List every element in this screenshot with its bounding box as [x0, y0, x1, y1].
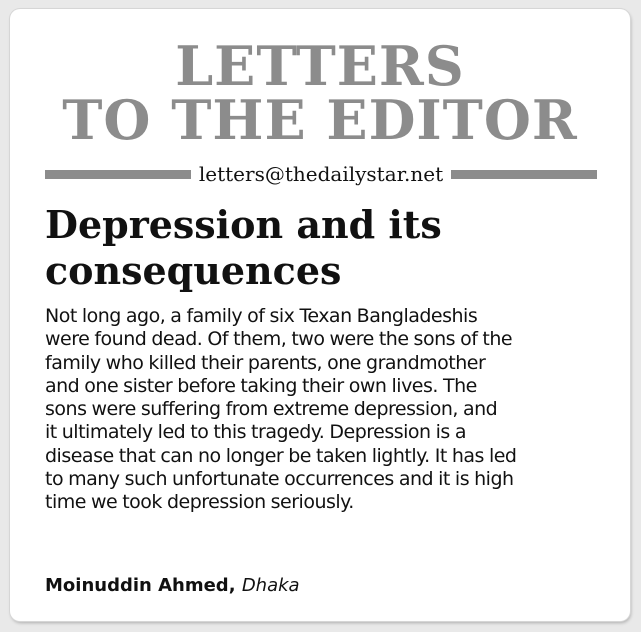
body-line: it ultimately led to this tragedy. Depression is a: [45, 421, 466, 444]
masthead: [10, 34, 630, 152]
headline-line-1: Depression and its: [45, 202, 442, 247]
masthead-line-1: LETTERS: [175, 34, 465, 98]
masthead-line-2: TO THE EDITOR: [62, 88, 578, 152]
body-line: disease that can no longer be taken lightly. It has led: [45, 444, 517, 467]
letter-headline: [45, 202, 605, 294]
body-line: time we took depression seriously.: [45, 491, 354, 514]
body-line: were found dead. Of them, two were the sons of the: [45, 328, 513, 351]
signature-separator: ,: [228, 575, 242, 596]
headline-line-2: consequences: [45, 248, 342, 293]
author-location: Dhaka: [241, 575, 300, 596]
author-name: Moinuddin Ahmed: [45, 575, 229, 596]
letter-card: [10, 9, 630, 621]
left-divider: [45, 170, 191, 179]
right-divider: [451, 170, 597, 179]
letter-signature: [45, 575, 300, 596]
body-line: Not long ago, a family of six Texan Bangladeshis: [45, 305, 478, 327]
editor-email: letters@thedailystar.net: [198, 162, 444, 186]
body-line: to many such unfortunate occurrences and it is high: [45, 468, 514, 491]
letter-body: [45, 305, 607, 515]
body-line: and one sister before taking their own lives. The: [45, 374, 477, 397]
body-line: sons were suffering from extreme depression, and: [45, 398, 498, 421]
email-row: [45, 162, 597, 186]
body-line: family who killed their parents, one grandmother: [45, 351, 486, 374]
